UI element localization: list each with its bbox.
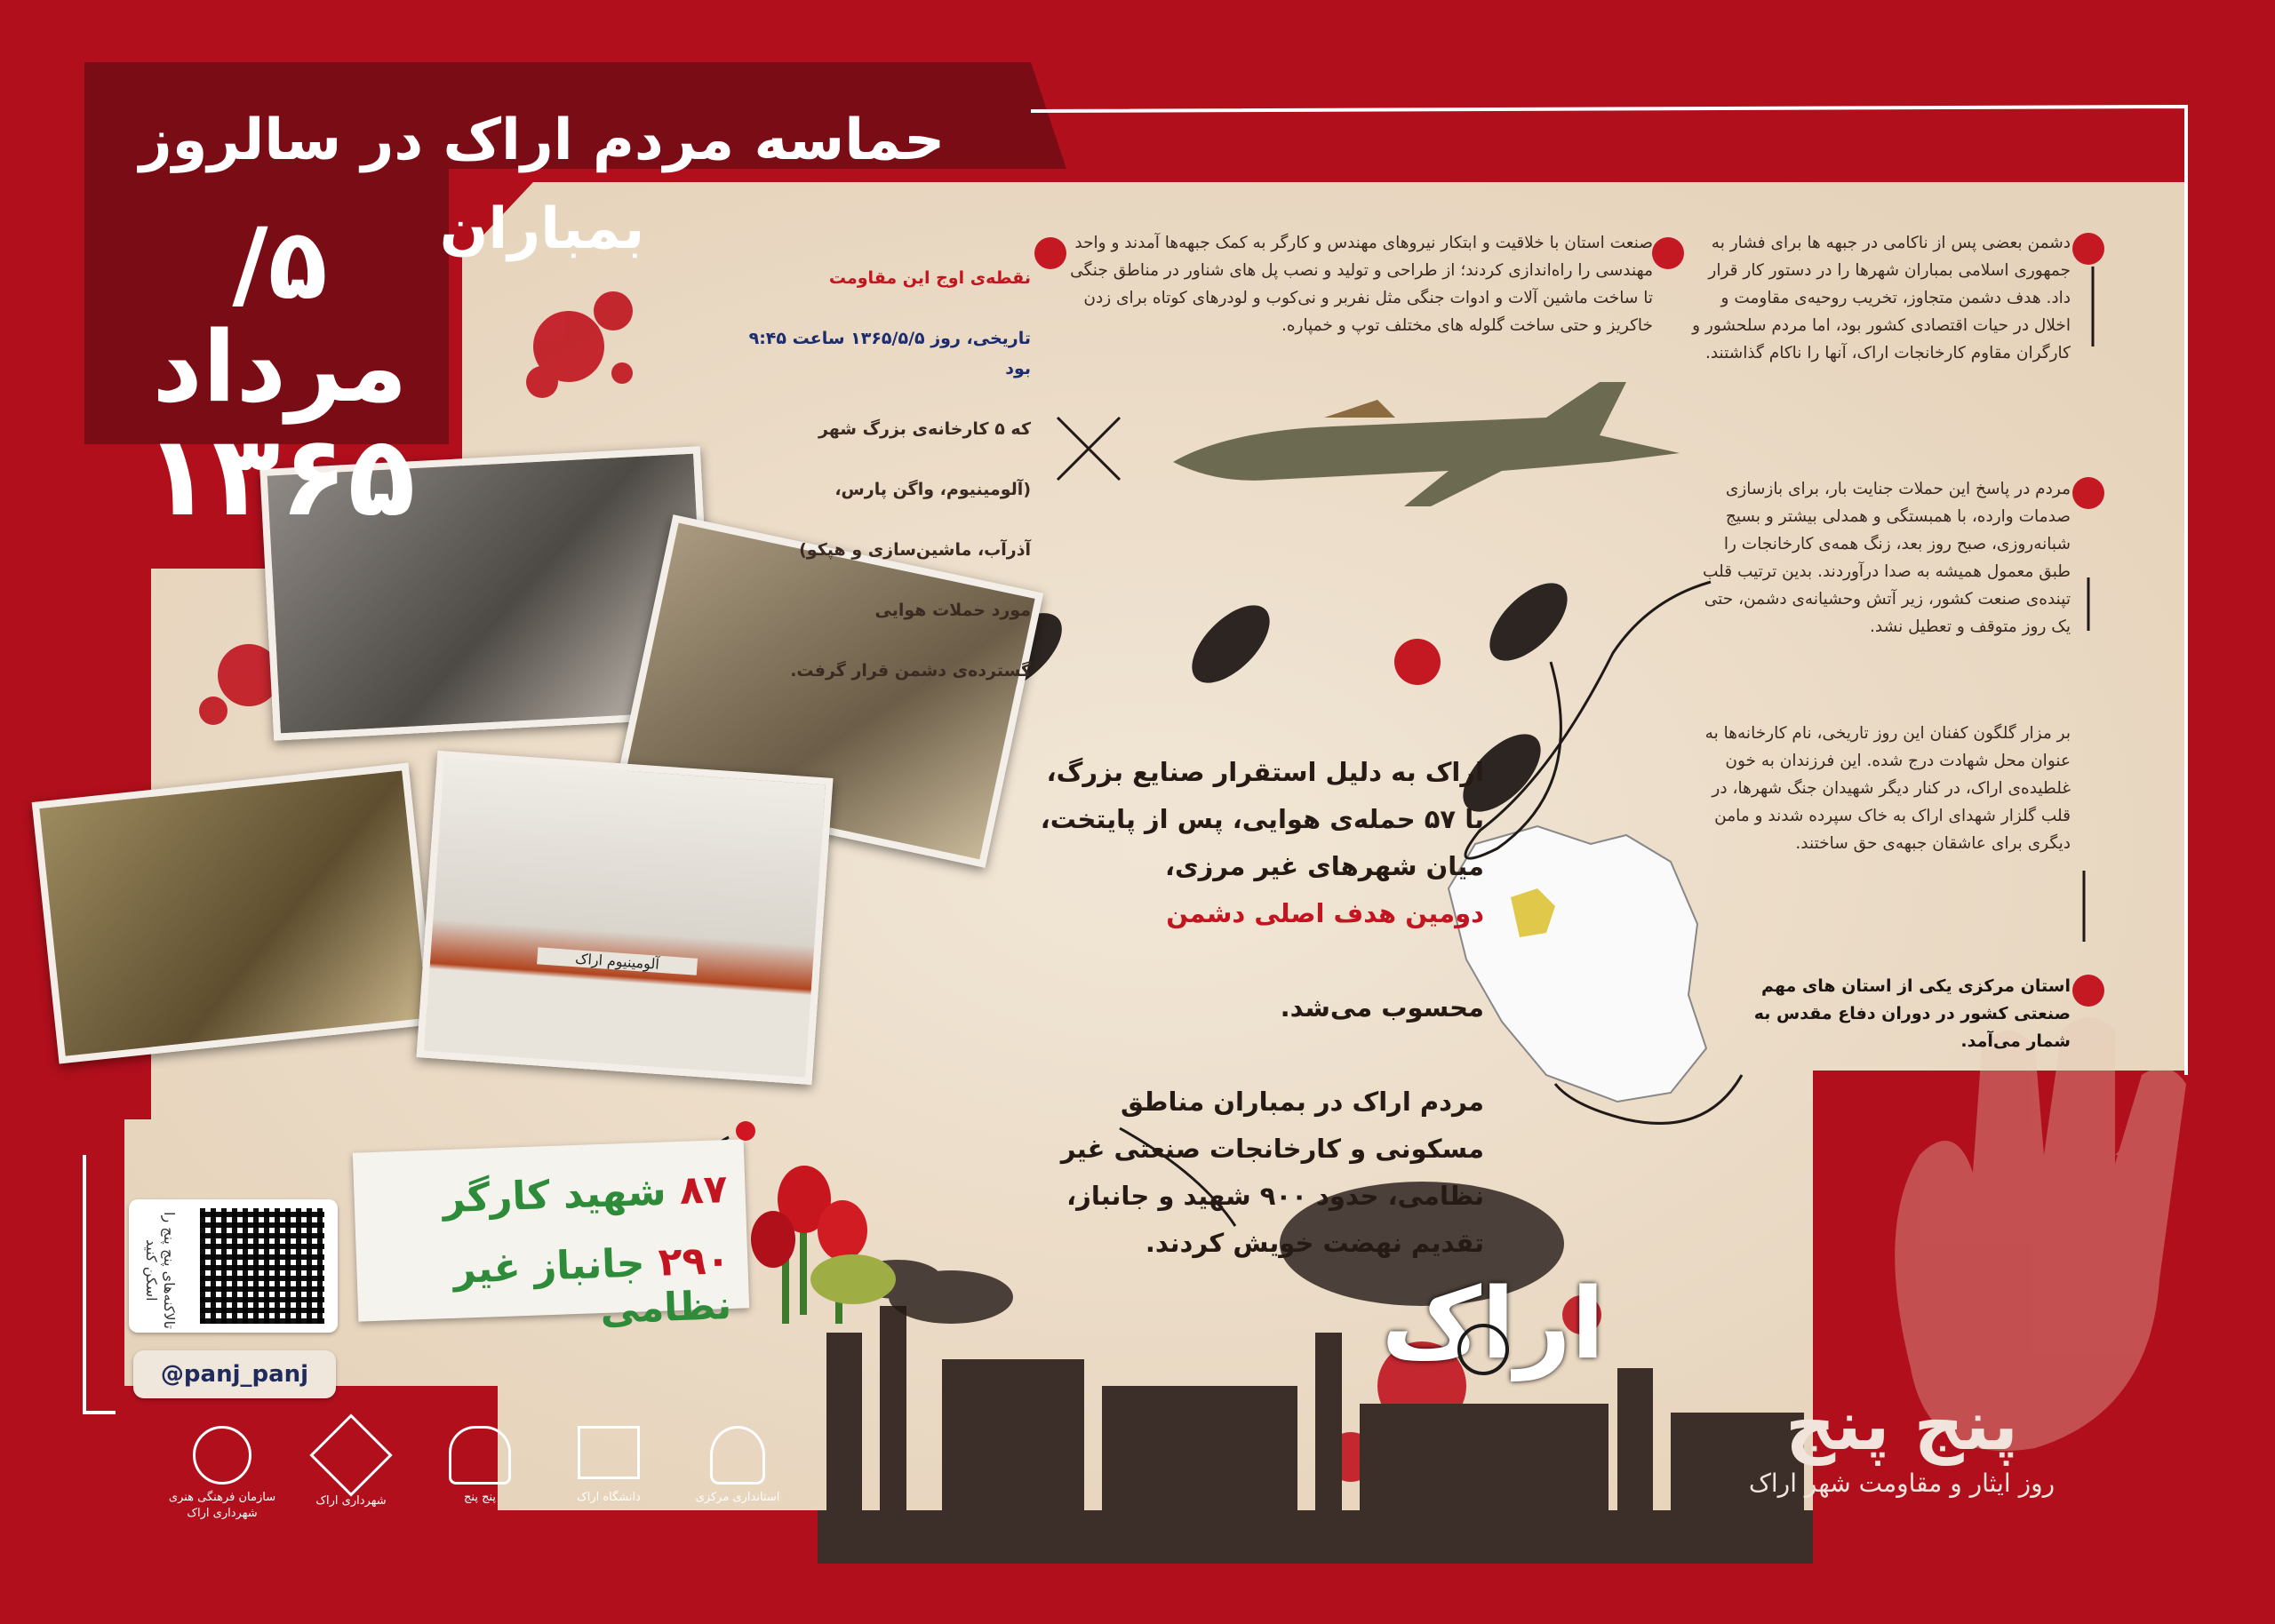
- date-block: [116, 207, 444, 541]
- center-text: [1022, 702, 1484, 1314]
- brand-tagline: روز ایثار و مقاومت شهر اراک: [1748, 1469, 2055, 1498]
- city-label: اراک: [1381, 1267, 1605, 1381]
- pin-icon: [736, 1121, 755, 1141]
- center-p3: مردم اراک در بمباران مناطق مسکونی و کارخانجات صنعتی غیر نظامی، حدود ۹۰۰ شهید و جانباز، تقدیم نهضت خویش کردند.: [1060, 1087, 1484, 1258]
- stat-martyrs-number: ۸۷: [678, 1166, 729, 1214]
- date-year: ۱۳۶۵: [144, 412, 416, 541]
- bus-sign: آلومینیوم اراک: [537, 947, 698, 975]
- logo-4: [551, 1426, 667, 1506]
- intro-line-5: آذرآب، ماشین‌سازی و هپکو): [799, 540, 1031, 560]
- photo-damaged-bus: [416, 751, 833, 1085]
- province-text: استان مرکزی یکی از استان های مهم صنعتی کشور در دوران دفاع مقدس به شمار می‌آمد.: [1753, 976, 2071, 1051]
- intro-line-4: (آلومینیوم، واگن پارس،: [834, 480, 1031, 499]
- intro-line-2: تاریخی، روز ۱۳۶۵/۵/۵ ساعت ۹:۴۵ بود: [748, 329, 1031, 378]
- logo-row: [164, 1426, 804, 1559]
- qr-label: تالاکنه‌های پنج پنج را اسکن کنید: [143, 1212, 178, 1329]
- date-day-month: ۵/مرداد: [152, 207, 408, 424]
- center-highlight: دومین هدف اصلی دشمن: [1166, 898, 1484, 928]
- photo-factory-ruins-2: [32, 763, 436, 1064]
- enemy-text: دشمن بعضی پس از ناکامی در جبهه ها برای فشار به جمهوری اسلامی بمباران شهرها را در دستور کار قرار داد. هدف دشمن متجاوز، تخریب روحیه‌ی مقاومت و اخلال در حیات اقتصادی کشور بود، اما مردم سلحشور و کارگران مقاوم کارخانجات اراک، آنها را ناکام گذاشتند.: [1692, 234, 2071, 362]
- page-title: حماسه مردم اراک در سالروز بمباران: [139, 107, 946, 262]
- qr-code-icon[interactable]: [200, 1208, 324, 1324]
- crosshair-icon: [1457, 1324, 1509, 1375]
- logo-3-emblem: [449, 1426, 511, 1485]
- logo-2: [293, 1426, 409, 1509]
- stat-veterans: [356, 1238, 732, 1341]
- logo-2-label: شهرداری اراک: [315, 1494, 387, 1508]
- stat-veterans-number: ۲۹۰: [657, 1238, 731, 1286]
- logo-1-emblem: [193, 1426, 251, 1485]
- center-p2: محسوب می‌شد.: [1280, 992, 1484, 1023]
- intro-line-6: مورد حملات هوایی: [874, 601, 1031, 620]
- brand-block: [1715, 1386, 2088, 1501]
- brand-name: پنج پنج: [1785, 1386, 2018, 1466]
- stat-martyrs: [442, 1166, 728, 1222]
- logo-2-emblem: [309, 1413, 392, 1496]
- response-text: مردم در پاسخ این حملات جنایت بار، برای بازسازی صدمات وارده، با همبستگی و همدلی بیشتر و بسیج شبانه‌روزی، صبح روز بعد، زنگ همه‌ی کارخانجات را طبق معمول همیشه به صدا درآوردند. بدین ترتیب قلب تپنده‌ی صنعت کشور، زیر آتش وحشیانه‌ی دشمن، حتی یک روز متوقف و تعطیل نشد.: [1702, 480, 2071, 636]
- logo-4-label: دانشگاه اراک: [577, 1491, 641, 1504]
- logo-5-label: استانداری مرکزی: [695, 1491, 780, 1504]
- stats-note: [353, 1139, 749, 1333]
- social-handle[interactable]: @panj_panj: [133, 1350, 336, 1398]
- intro-line-1: نقطه‌ی اوج این مقاومت: [828, 268, 1031, 288]
- stat-martyrs-label: شهید کارگر: [442, 1168, 667, 1222]
- logo-3-label: پنج پنج: [464, 1491, 496, 1504]
- intro-line-7: گسترده‌ی دشمن قرار گرفت.: [790, 661, 1031, 681]
- logo-1-label: سازمان فرهنگی هنری شهرداری اراک: [168, 1491, 276, 1520]
- martyrs-text: بر مزار گلگون کفنان این روز تاریخی، نام کارخانه‌ها به عنوان محل شهادت درج شده. این فرزندان به خون غلطیده‌ی اراک، در کنار دیگر شهیدان جنگ شهرها، در قلب گلزار شهدای اراک به خاک سپرده شدند و مامن دیگری برای عاشقان جبهه‌ی حق ساختند.: [1704, 724, 2071, 853]
- center-p1: اراک به دلیل استقرار صنایع بزرگ، با ۵۷ حمله‌ی هوایی، پس از پایتخت، میان شهرهای غیر مرزی،: [1040, 757, 1484, 881]
- stat-veterans-label: جانباز غیر نظامی: [452, 1240, 732, 1333]
- intro-text: [729, 233, 1031, 716]
- logo-1: [164, 1426, 280, 1522]
- logo-5: [680, 1426, 795, 1506]
- engineers-text: صنعت استان با خلاقیت و ابتکار نیروهای مهندس و کارگر به کمک جبهه‌ها آمدند و واحد مهندسی را راه‌اندازی کردند؛ از طراحی و تولید و نصب پل های شناور در مناطق جنگی تا ساخت ماشین آلات و ادوات جنگی مثل نفربر و نی‌کوب و لودرهای کوتاه برای زدن خاکریز و حتی ساخت گلوله های مختلف توپ و خمپاره.: [1070, 234, 1653, 335]
- logo-4-emblem: [578, 1426, 640, 1479]
- intro-line-3: که ۵ کارخانه‌ی بزرگ شهر: [818, 419, 1031, 439]
- logo-3: [422, 1426, 538, 1506]
- logo-5-emblem: [710, 1426, 765, 1485]
